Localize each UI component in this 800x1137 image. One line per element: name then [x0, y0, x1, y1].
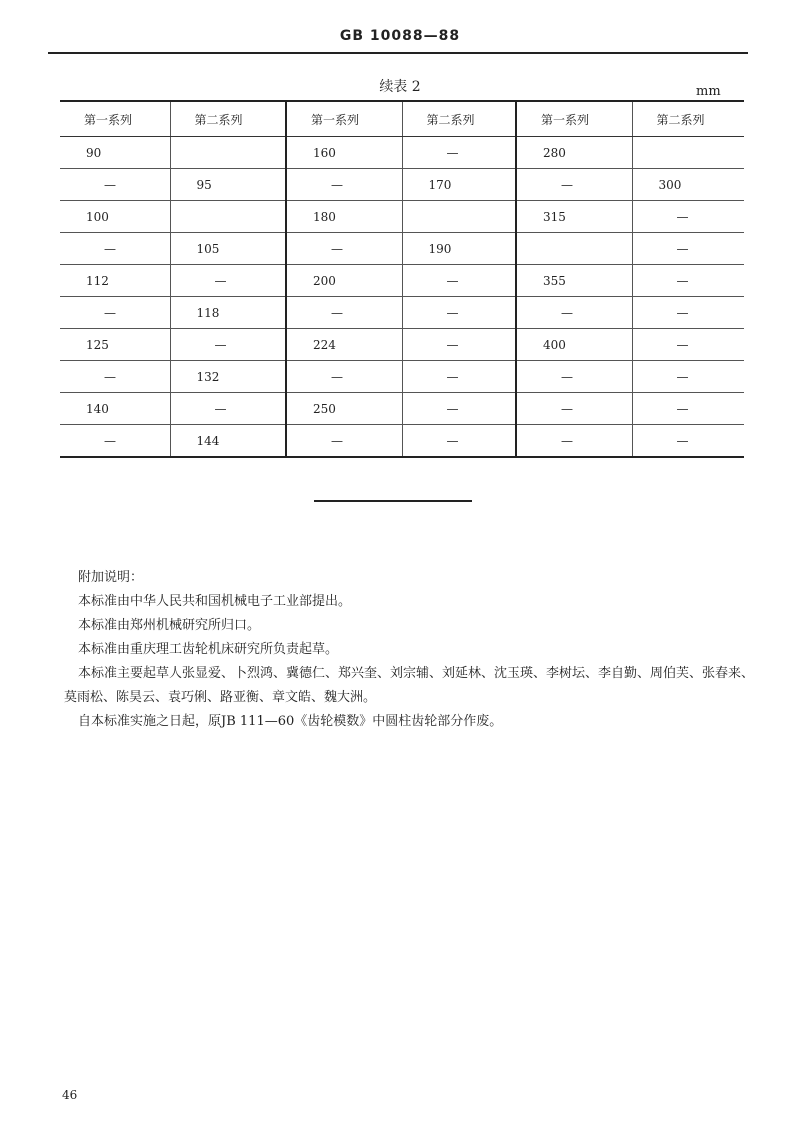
table-cell: — [632, 201, 744, 233]
table-cell [632, 137, 744, 169]
table-cell: 140 [60, 393, 170, 425]
note-line: 本标准主要起草人张显爱、卜烈鸿、冀德仁、郑兴奎、刘宗辅、刘延林、沈玉瑛、李树坛、李自勤、周伯芙、张春来、莫雨松、陈昊云、袁巧俐、路亚衡、章文皓、魏大洲。 [64, 666, 755, 705]
table-cell: 125 [60, 329, 170, 361]
table-cell: 170 [402, 169, 516, 201]
column-header: 第一系列 [286, 101, 402, 137]
table-cell: — [286, 425, 402, 458]
table-cell: — [402, 297, 516, 329]
table-cell: 250 [286, 393, 402, 425]
table-cell: 105 [170, 233, 286, 265]
module-table [60, 100, 744, 458]
standard-number: GB 10088—88 [339, 28, 461, 44]
table-cell: — [402, 329, 516, 361]
table-cell: 132 [170, 361, 286, 393]
table-cell: 118 [170, 297, 286, 329]
table-row [60, 297, 744, 329]
table-cell: — [286, 361, 402, 393]
table-cell: 200 [286, 265, 402, 297]
table-cell: 280 [516, 137, 632, 169]
table-cell: 355 [516, 265, 632, 297]
table-row [60, 329, 744, 361]
table-cell: — [286, 169, 402, 201]
table-cell: — [402, 361, 516, 393]
table-cell: — [516, 297, 632, 329]
table-cell: — [516, 361, 632, 393]
table-cell: — [516, 393, 632, 425]
table-cell: — [632, 233, 744, 265]
table-cell: 315 [516, 201, 632, 233]
table-cell [516, 233, 632, 265]
header-rule [48, 52, 748, 54]
table-cell: — [170, 393, 286, 425]
table-cell: — [632, 265, 744, 297]
table-cell: — [170, 329, 286, 361]
table-cell: 144 [170, 425, 286, 458]
table-cell [402, 201, 516, 233]
table-cell: 112 [60, 265, 170, 297]
column-header: 第一系列 [60, 101, 170, 137]
table-row [60, 425, 744, 458]
table-cell: — [632, 425, 744, 458]
table-cell: 100 [60, 201, 170, 233]
table-cell: — [516, 425, 632, 458]
table-cell: — [60, 297, 170, 329]
table-cell: — [402, 137, 516, 169]
table-caption: 续表 2 [379, 79, 421, 95]
table-row [60, 393, 744, 425]
table-cell: 400 [516, 329, 632, 361]
note-line: 自本标准实施之日起，原JB 111—60《齿轮模数》中圆柱齿轮部分作废。 [78, 714, 503, 729]
table-cell: 224 [286, 329, 402, 361]
table-cell: — [286, 233, 402, 265]
page-number: 46 [62, 1088, 78, 1102]
column-header: 第二系列 [632, 101, 744, 137]
table-cell [170, 137, 286, 169]
note-line: 本标准由中华人民共和国机械电子工业部提出。 [78, 594, 352, 609]
table-row [60, 169, 744, 201]
table-cell: — [402, 393, 516, 425]
table-cell: 160 [286, 137, 402, 169]
table-cell: — [402, 265, 516, 297]
table-cell: — [60, 169, 170, 201]
table-row [60, 137, 744, 169]
table-cell [170, 201, 286, 233]
table-cell: — [402, 425, 516, 458]
table-cell: — [60, 233, 170, 265]
table-cell: 180 [286, 201, 402, 233]
table-unit: mm [696, 84, 721, 99]
column-header: 第二系列 [402, 101, 516, 137]
table-cell: — [516, 169, 632, 201]
section-divider [314, 500, 472, 502]
notes-title: 附加说明： [78, 570, 144, 585]
additional-notes [64, 566, 754, 734]
column-header: 第一系列 [516, 101, 632, 137]
column-header: 第二系列 [170, 101, 286, 137]
table-cell: — [60, 425, 170, 458]
table-row [60, 201, 744, 233]
table-cell: — [632, 297, 744, 329]
table-cell: 95 [170, 169, 286, 201]
table-cell: 90 [60, 137, 170, 169]
table-cell: — [170, 265, 286, 297]
table-cell: — [286, 297, 402, 329]
note-line: 本标准由重庆理工齿轮机床研究所负责起草。 [78, 642, 339, 657]
table-row [60, 361, 744, 393]
table-cell: — [632, 329, 744, 361]
table-body [60, 137, 744, 458]
table-cell: — [632, 393, 744, 425]
table-row [60, 265, 744, 297]
table-row [60, 233, 744, 265]
table-cell: 190 [402, 233, 516, 265]
table-cell: 300 [632, 169, 744, 201]
table-header-row [60, 101, 744, 137]
table-cell: — [60, 361, 170, 393]
note-line: 本标准由郑州机械研究所归口。 [78, 618, 261, 633]
table-cell: — [632, 361, 744, 393]
